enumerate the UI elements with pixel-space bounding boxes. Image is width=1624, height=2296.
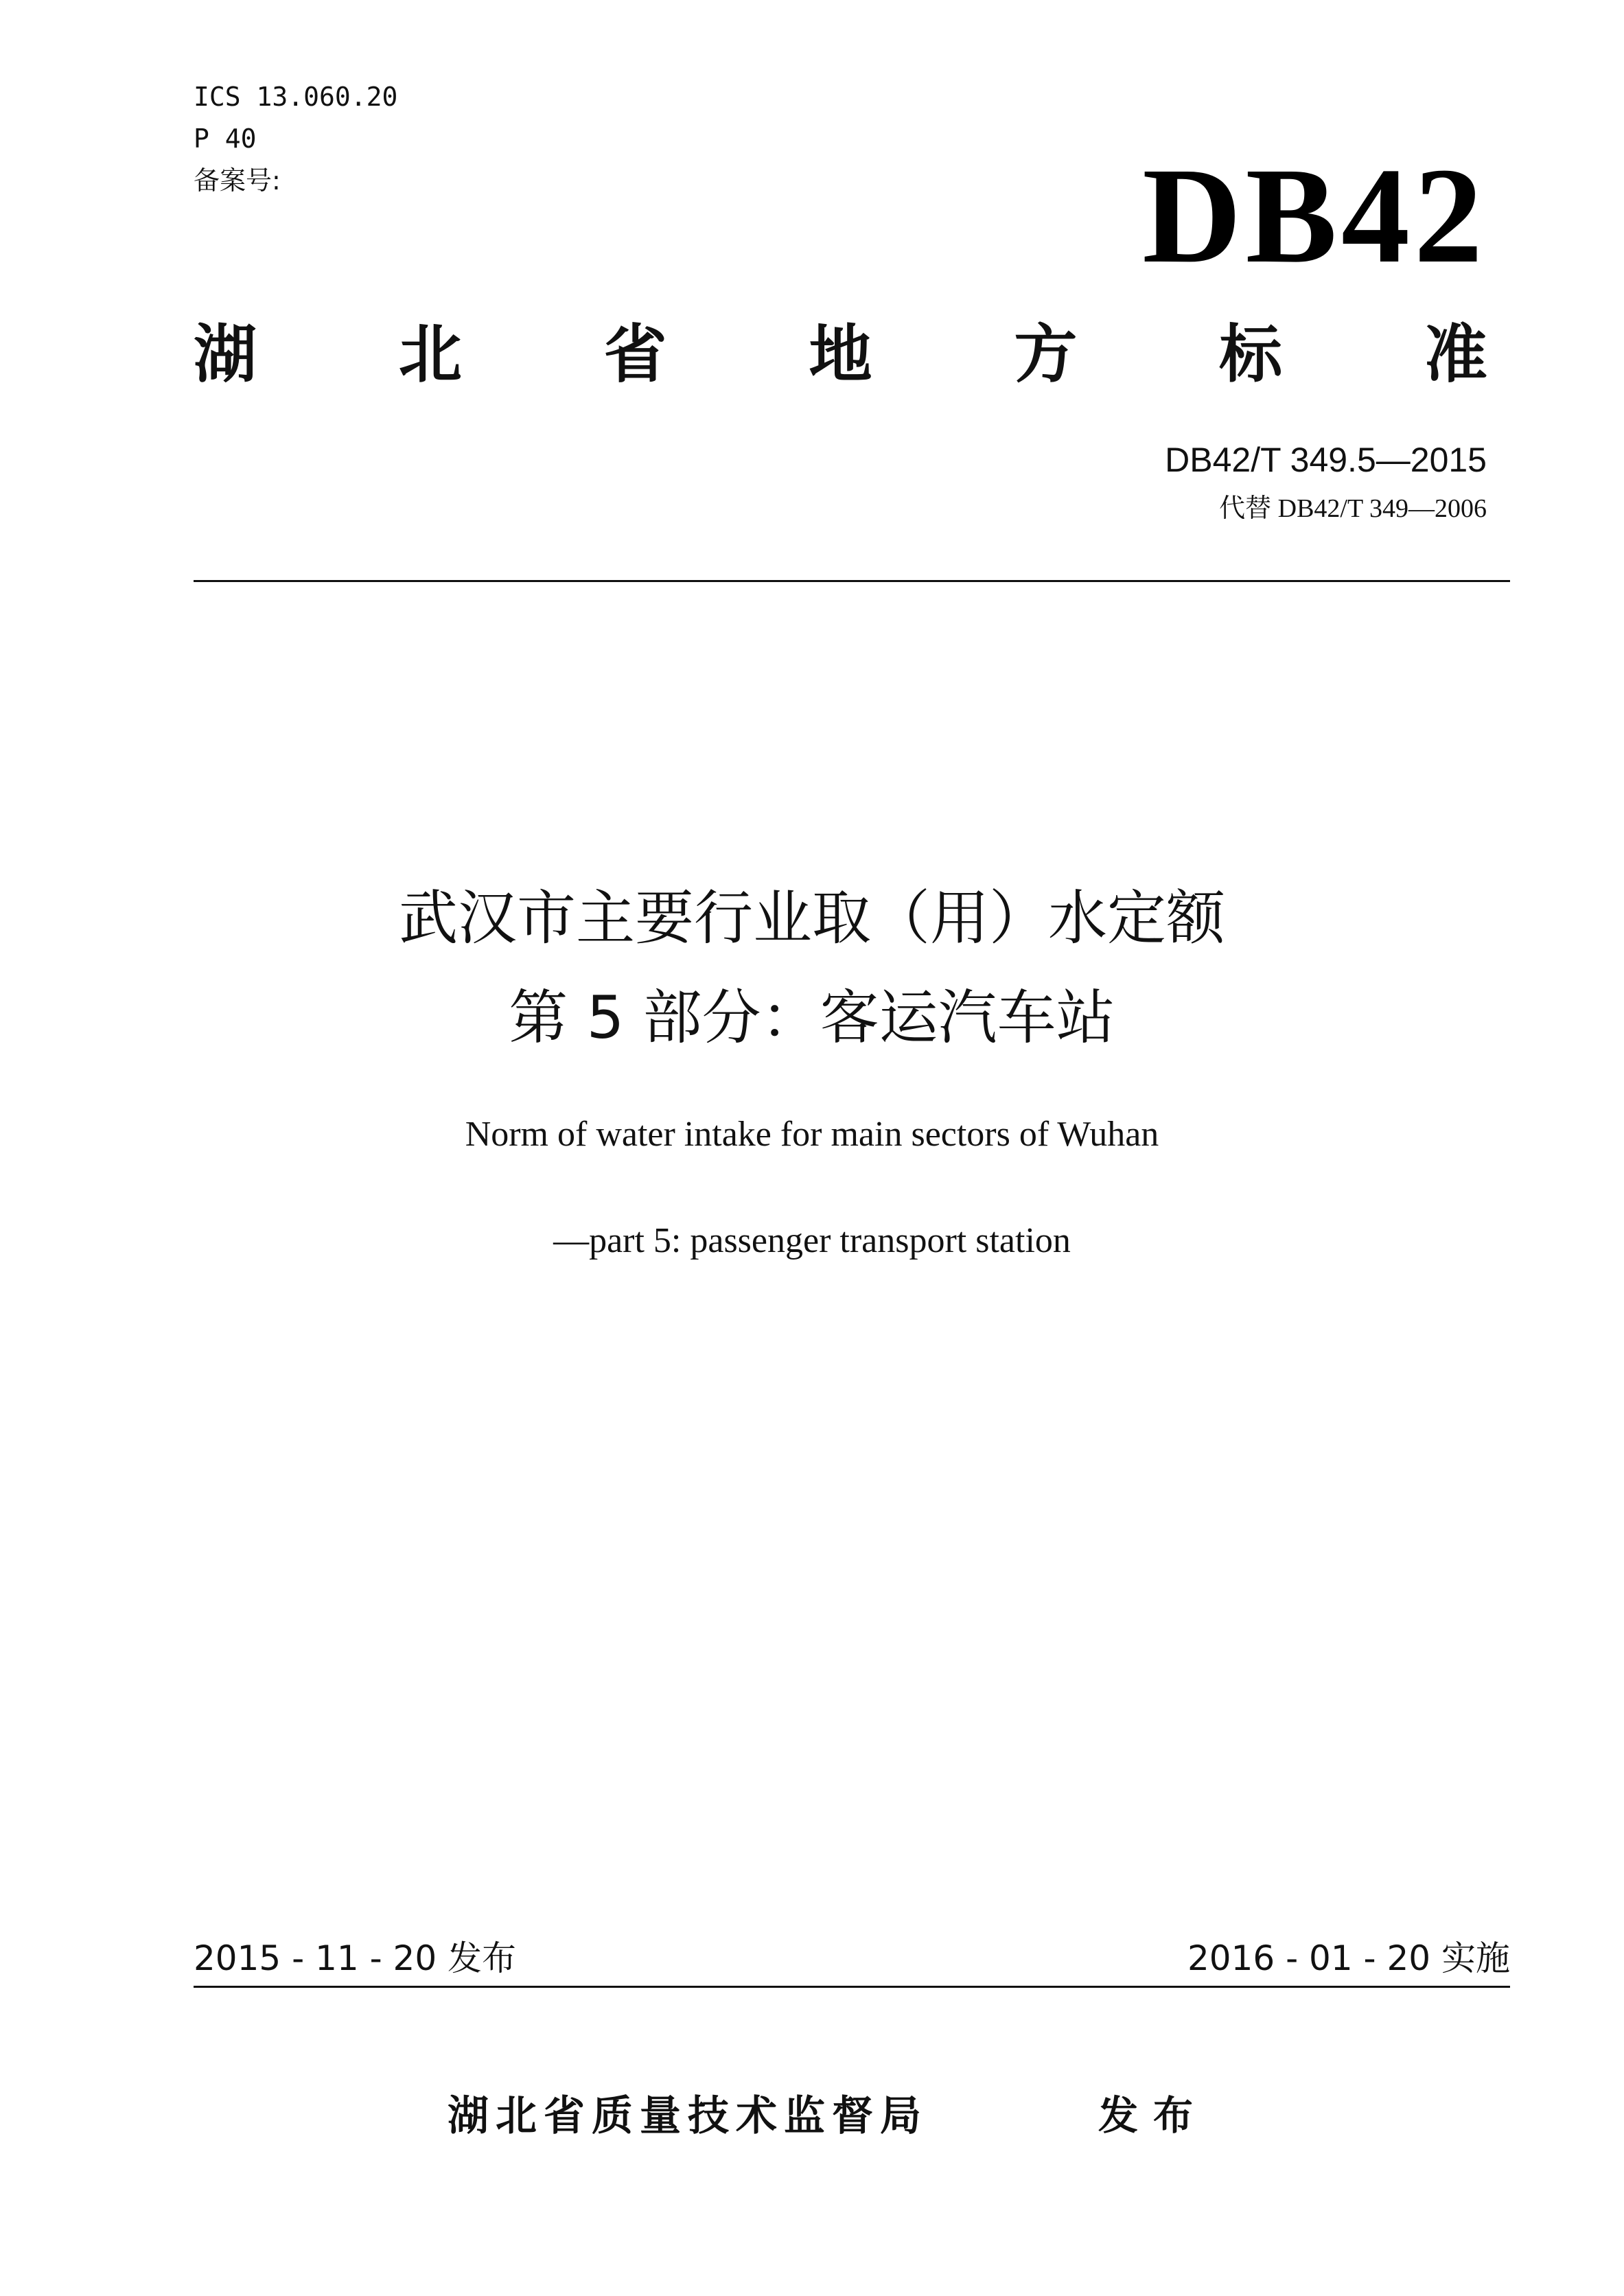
implementation-date: 2016 - 01 - 20 实施 <box>1187 1938 1510 1978</box>
issue-date: 2015 - 11 - 20 发布 <box>194 1938 517 1978</box>
record-number-label: 备案号: <box>194 165 281 196</box>
ics-code: ICS 13.060.20 <box>194 82 398 112</box>
standard-type-char: 湖 <box>194 318 257 391</box>
title-chinese-line-1: 武汉市主要行业取（用）水定额 <box>399 884 1225 953</box>
title-chinese-line-2: 第 5 部分：客运汽车站 <box>509 984 1115 1052</box>
header-divider <box>194 580 1510 582</box>
title-english-line-1: Norm of water intake for main sectors of Wuhan <box>465 1115 1159 1154</box>
standard-type-char: 北 <box>398 318 462 391</box>
footer-divider <box>194 1986 1510 1988</box>
classification-code: P 40 <box>194 124 257 154</box>
standard-mark: DB42 <box>1142 140 1487 292</box>
issue-label: 发布 <box>1098 2092 1209 2139</box>
standard-type-heading <box>194 317 1487 393</box>
standard-type-char: 准 <box>1424 318 1487 391</box>
replaced-standard: 代替 DB42/T 349—2006 <box>1219 494 1487 523</box>
standard-type-char: 地 <box>809 318 872 391</box>
standard-type-char: 标 <box>1219 318 1283 391</box>
standard-type-char: 方 <box>1014 318 1078 391</box>
standard-number: DB42/T 349.5—2015 <box>1165 441 1487 479</box>
standard-type-char: 省 <box>603 318 667 391</box>
title-english-line-2: —part 5: passenger transport station <box>553 1221 1071 1260</box>
issuing-authority: 湖北省质量技术监督局 <box>448 2092 928 2140</box>
